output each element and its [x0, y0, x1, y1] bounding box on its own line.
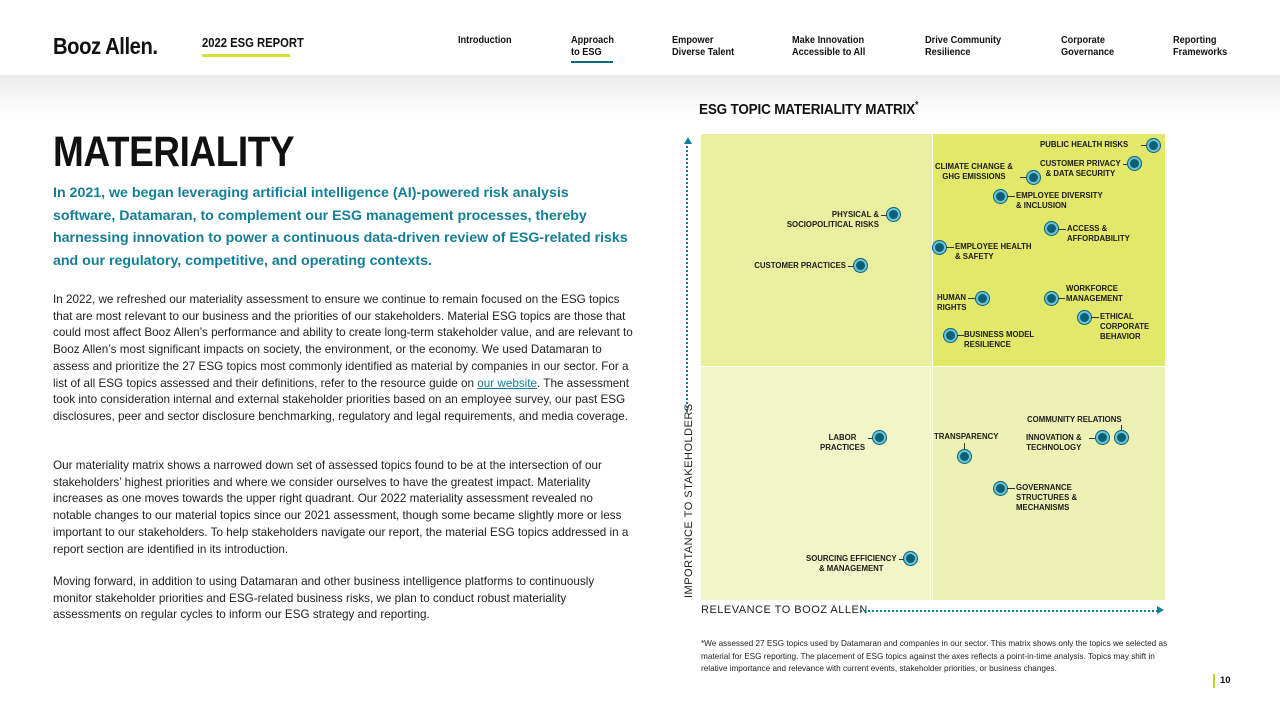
top-header — [0, 0, 1280, 75]
topic-label-transparency — [934, 432, 998, 442]
matrix-title — [699, 100, 918, 118]
topic-label-community-relations — [1027, 415, 1122, 425]
topic-dot-human-rights[interactable] — [976, 292, 989, 305]
page-number: 10 — [1213, 674, 1231, 688]
nav-empower-diverse-talent[interactable] — [672, 35, 734, 59]
body-paragraph-2: Our materiality matrix shows a narrowed down set of assessed topics found to be at the intersection of our stakeholders’ highest priorities and where we consider ourselves to have the greatest impact. Materiality increases as one moves towards the upper right quadrant. Our 2022 materiality assessment revealed no notable changes to our material topics since our 2021 assessment, though some became slightly more or less important to our stakeholders. To help stakeholders navigate our report, the material ESG topics addressed in a report section are identified in its introduction. — [53, 459, 629, 556]
nav-label: Diverse Talent — [672, 47, 735, 58]
paragraph-text: . The assessment took into consideration internal and external stakeholder priorities based on an employee survey, our past ESG disclosures, peer and sector disclosure benchmarking, regulatory and legal requirements, and media coverage. — [53, 376, 630, 423]
website-link[interactable]: our website — [477, 376, 538, 390]
connector — [1058, 298, 1065, 299]
topic-text: CUSTOMER PRIVACY — [1040, 159, 1121, 168]
topic-dot-employee-diversity[interactable] — [994, 190, 1007, 203]
topic-text: SOURCING EFFICIENCY — [806, 554, 897, 563]
topic-dot-labor-practices[interactable] — [873, 431, 886, 444]
topic-text: & MANAGEMENT — [819, 564, 884, 573]
nav-reporting-frameworks[interactable] — [1173, 35, 1227, 59]
topic-text: LABOR — [828, 433, 857, 442]
topic-dot-innovation-technology[interactable] — [1096, 431, 1109, 444]
matrix-title-text: ESG TOPIC MATERIALITY MATRIX — [699, 101, 915, 118]
topic-text: CORPORATE — [1100, 322, 1150, 331]
topic-label-ethical-behavior — [1100, 312, 1149, 342]
page-title: MATERIALITY — [53, 128, 295, 176]
topic-dot-customer-privacy[interactable] — [1128, 157, 1141, 170]
report-tag[interactable]: 2022 ESG REPORT — [202, 36, 304, 50]
topic-dot-employee-health[interactable] — [933, 241, 946, 254]
topic-text: TRANSPARENCY — [934, 432, 999, 441]
topic-dot-access-affordability[interactable] — [1045, 222, 1058, 235]
quadrant-top-left — [701, 134, 932, 366]
topic-text: & INCLUSION — [1016, 201, 1067, 210]
topic-text: WORKFORCE — [1066, 284, 1118, 293]
nav-drive-community-resilience[interactable] — [925, 35, 1001, 59]
topic-text: RESILIENCE — [964, 340, 1011, 349]
topic-label-employee-diversity — [1016, 191, 1103, 211]
topic-text: ACCESS & — [1067, 224, 1108, 233]
connector — [1007, 488, 1015, 489]
x-axis-arrow-icon — [1157, 606, 1164, 614]
topic-dot-workforce-management[interactable] — [1045, 292, 1058, 305]
nav-label: Governance — [1061, 47, 1115, 58]
topic-dot-physical-sociopolitical[interactable] — [887, 208, 900, 221]
nav-label: Accessible to All — [792, 47, 866, 58]
topic-label-climate-change — [935, 162, 1013, 182]
y-axis-line — [686, 142, 688, 412]
topic-label-innovation-technology — [1026, 433, 1082, 453]
x-axis-label: RELEVANCE TO BOOZ ALLEN — [701, 604, 868, 616]
y-axis-label: IMPORTANCE TO STAKEHOLDERS — [683, 403, 695, 598]
topic-text: & SAFETY — [955, 252, 994, 261]
topic-label-sourcing-efficiency — [806, 554, 897, 574]
topic-label-customer-practices — [740, 261, 846, 271]
connector — [1091, 317, 1099, 318]
matrix-footnote: *We assessed 27 ESG topics used by Datamaran and companies in our sector. This matrix shows only the topics we selected as material for ESG reporting. The placement of ESG topics against the axes reflects a point-in-time analysis. Topics may shift in relative importance and relevance with current events, stakeholder priorities, or business changes. — [701, 639, 1168, 673]
topic-text: ETHICAL — [1100, 312, 1134, 321]
booz-allen-logo[interactable]: Booz Allen. — [53, 33, 158, 59]
topic-text: STRUCTURES & — [1016, 493, 1078, 502]
connector — [964, 443, 965, 450]
nav-label: Resilience — [925, 47, 971, 58]
topic-text: CUSTOMER PRACTICES — [754, 261, 846, 270]
topic-dot-sourcing-efficiency[interactable] — [904, 552, 917, 565]
topic-label-business-model — [964, 330, 1034, 350]
nav-label: Introduction — [458, 35, 512, 46]
nav-label: Corporate — [1061, 35, 1105, 46]
topic-dot-governance-structures[interactable] — [994, 482, 1007, 495]
topic-text: EMPLOYEE DIVERSITY — [1016, 191, 1103, 200]
connector — [968, 298, 976, 299]
body-paragraph-3: Moving forward, in addition to using Datamaran and other business intelligence platforms to continuously monitor stakeholder priorities and ESG-related business risks, we plan to conduct robust materiality assessments on regular cycles to inform our ESG strategy and reporting. — [53, 575, 595, 622]
topic-text: PRACTICES — [820, 443, 866, 452]
topic-text: SOCIOPOLITICAL RISKS — [786, 220, 879, 229]
topic-label-governance-structures — [1016, 483, 1077, 513]
nav-label: Empower — [672, 35, 714, 46]
header-shadow — [0, 75, 1280, 115]
nav-label: Drive Community — [925, 35, 1002, 46]
topic-text: EMPLOYEE HEALTH — [955, 242, 1032, 251]
nav-label: Reporting — [1173, 35, 1217, 46]
footnote-mark: * — [914, 100, 919, 111]
nav-approach-to-esg[interactable] — [571, 35, 614, 59]
topic-dot-public-health[interactable] — [1147, 139, 1160, 152]
nav-label: Approach — [571, 35, 614, 46]
topic-text: MANAGEMENT — [1066, 294, 1123, 303]
topic-label-access-affordability — [1067, 224, 1130, 244]
topic-text: GOVERNANCE — [1016, 483, 1072, 492]
nav-corporate-governance[interactable] — [1061, 35, 1114, 59]
topic-text: PHYSICAL & — [831, 210, 879, 219]
topic-label-customer-privacy — [1040, 159, 1121, 179]
body-paragraph-1 — [53, 292, 633, 426]
nav-make-innovation-accessible[interactable] — [792, 35, 865, 59]
topic-dot-transparency[interactable] — [958, 450, 971, 463]
topic-dot-customer-practices[interactable] — [854, 259, 867, 272]
topic-text: HUMAN — [937, 293, 967, 302]
topic-dot-climate-change[interactable] — [1027, 171, 1040, 184]
topic-label-employee-health — [955, 242, 1032, 262]
x-axis-line — [860, 610, 1158, 612]
topic-text: GHG EMISSIONS — [942, 172, 1006, 181]
topic-dot-business-model[interactable] — [944, 329, 957, 342]
nav-introduction[interactable] — [458, 35, 512, 47]
topic-dot-ethical-behavior[interactable] — [1078, 311, 1091, 324]
topic-label-public-health — [1040, 140, 1128, 150]
connector — [957, 335, 964, 336]
connector — [1089, 438, 1096, 439]
nav-label: Make Innovation — [792, 35, 865, 46]
topic-text: BEHAVIOR — [1100, 332, 1141, 341]
nav-label: Frameworks — [1173, 47, 1228, 58]
topic-text: PUBLIC HEALTH RISKS — [1040, 140, 1129, 149]
topic-label-workforce-management — [1066, 284, 1123, 304]
report-tag-underline — [202, 54, 290, 57]
topic-text: INNOVATION & — [1026, 433, 1082, 442]
topic-dot-community-relations[interactable] — [1115, 431, 1128, 444]
topic-text: AFFORDABILITY — [1067, 234, 1130, 243]
topic-text: TECHNOLOGY — [1026, 443, 1082, 452]
topic-label-physical-sociopolitical — [786, 210, 879, 230]
topic-text: CLIMATE CHANGE & — [935, 162, 1013, 171]
nav-label: to ESG — [571, 47, 602, 58]
topic-text: COMMUNITY RELATIONS — [1027, 415, 1122, 424]
connector — [1007, 196, 1015, 197]
lead-paragraph: In 2021, we began leveraging artificial intelligence (AI)-powered risk analysis software, Datamaran, to complement our ESG management processes, thereby harnessing innovation to power a continuous data-driven review of ESG-related risks and our regulatory, competitive, and operating contexts. — [53, 185, 628, 269]
topic-text: & DATA SECURITY — [1045, 169, 1116, 178]
topic-text: BUSINESS MODEL — [964, 330, 1035, 339]
topic-label-human-rights — [937, 293, 966, 313]
topic-text: MECHANISMS — [1016, 503, 1070, 512]
nav-active-indicator — [571, 61, 613, 63]
connector — [1058, 229, 1066, 230]
topic-label-labor-practices — [820, 433, 865, 453]
paragraph-text: In 2022, we refreshed our materiality assessment to ensure we continue to remain focused on the ESG topics that are most relevant to our business and the priorities of our stakeholders. Material ESG topics are those that could most affect Booz Allen’s performance and ability to create long-term stakeholder value, and are relevant to Booz Allen’s most significant impacts on society, the environment, or the economy. We used Datamaran to assess and prioritize the 27 ESG topics most commonly identified as material by companies in our sector. For a list of all ESG topics assessed and their definitions, refer to the resource guide on — [53, 293, 633, 390]
connector — [946, 247, 954, 248]
topic-text: RIGHTS — [937, 303, 967, 312]
